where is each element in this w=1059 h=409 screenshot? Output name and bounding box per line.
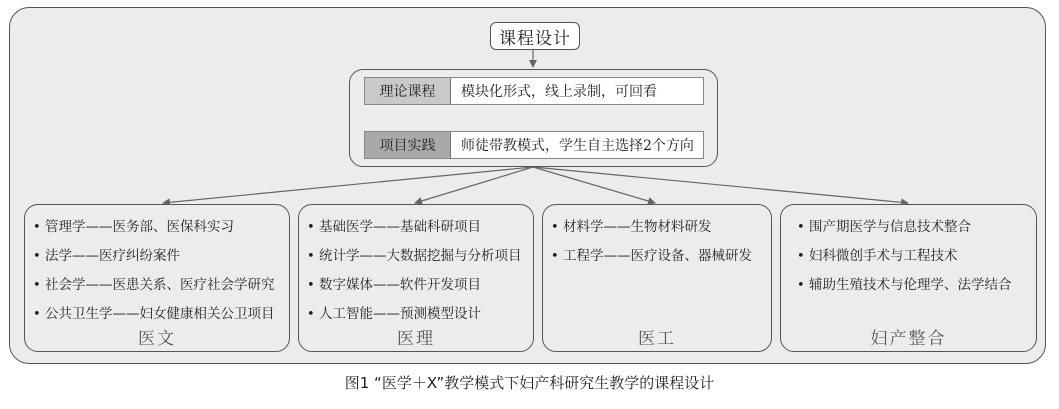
list-item: • 社会学——医患关系、医疗社会学研究: [33, 271, 285, 300]
list-item: • 辅助生殖技术与伦理学、法学结合: [797, 271, 1032, 300]
project-practice-row: [364, 131, 704, 159]
theory-desc: 模块化形式，线上录制，可回看: [461, 84, 657, 100]
theory-tag: 理论课程: [365, 78, 451, 104]
course-design-title: 课程设计: [490, 22, 580, 50]
list-item: • 基础医学——基础科研项目: [307, 213, 529, 242]
figure-caption: 图1 “医学＋X”教学模式下妇产科研究生教学的课程设计: [344, 374, 715, 392]
list-item: • 公共卫生学——妇女健康相关公卫项目: [33, 300, 285, 329]
list-item: • 工程学——医疗设备、器械研发: [551, 242, 767, 271]
box-yili: [298, 204, 534, 352]
list-item: • 妇科微创手术与工程技术: [797, 242, 1032, 271]
box-fuchan: [780, 204, 1037, 352]
list-item: • 人工智能——预测模型设计: [307, 300, 529, 329]
box-yigong: [542, 204, 772, 352]
list-item: • 法学——医疗纠纷案件: [33, 242, 285, 271]
box-label: 医工: [638, 329, 676, 349]
practice-desc: 师徒带教模式，学生自主选择2个方向: [461, 138, 694, 154]
arrow-to-fuchan: [533, 167, 908, 203]
box-label: 医理: [397, 329, 435, 349]
list-item: • 管理学——医务部、医保科实习: [33, 213, 285, 242]
arrow-to-yiwen: [163, 167, 533, 203]
list-item: • 围产期医学与信息技术整合: [797, 213, 1032, 242]
list-item: • 数字媒体——软件开发项目: [307, 271, 529, 300]
box-label: 医文: [138, 329, 176, 349]
box-yiwen: [24, 204, 290, 352]
box-label: 妇产整合: [870, 329, 947, 349]
theory-course-row: [364, 77, 704, 105]
list-item: • 统计学——大数据挖掘与分析项目: [307, 242, 529, 271]
practice-tag: 项目实践: [365, 132, 451, 158]
list-item: • 材料学——生物材料研发: [551, 213, 767, 242]
